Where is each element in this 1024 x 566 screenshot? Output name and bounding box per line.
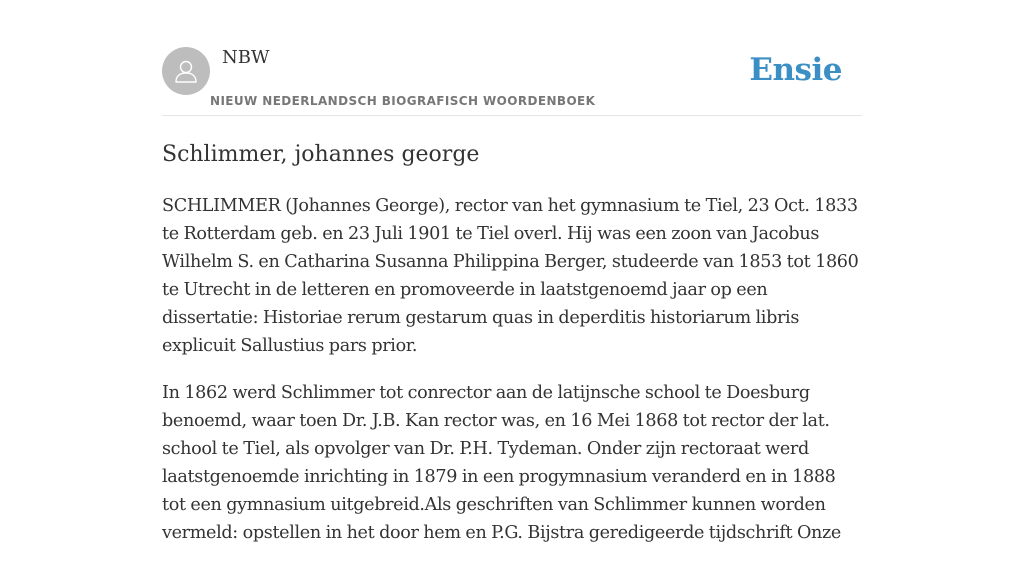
source-subtitle: NIEUW NEDERLANDSCH BIOGRAFISCH WOORDENBOEK: [210, 94, 596, 108]
article-title: Schlimmer, johannes george: [162, 142, 480, 167]
source-name[interactable]: NBW: [222, 47, 270, 68]
article-paragraph: SCHLIMMER (Johannes George), rector van het gymnasium te Tiel, 23 Oct. 1833 te Rotterdam geb. en 23 Juli 1901 te Tiel overl. Hij was een zoon van Jacobus Wilhelm S. en Catharina Susanna Philippina Berger, studeerde van 1853 tot 1860 te Utrecht in de letteren en promoveerde in laatstgenoemd jaar op een dissertatie: Historiae rerum gestarum quas in deperditis historiarum libris explicuit Sallustius pars prior.: [162, 196, 859, 356]
brand-logo[interactable]: Ensie: [749, 52, 842, 88]
article-paragraph: In 1862 werd Schlimmer tot conrector aan de latijnsche school te Doesburg benoemd, waar toen Dr. J.B. Kan rector was, en 16 Mei 1868 tot rector der lat. school te Tiel, als opvolger van Dr. P.H. Tydeman. Onder zijn rectoraat werd laatstgenoemde inrichting in 1879 in een progymnasium veranderd en in 1888 tot een gymnasium uitgebreid.Als geschriften van Schlimmer kunnen worden vermeld: opstellen in het door hem en P.G. Bijstra geredigeerde tijdschrift Onze: [162, 383, 841, 543]
article-body: [162, 192, 862, 566]
user-silhouette-icon: [172, 57, 200, 85]
source-avatar[interactable]: [162, 47, 210, 95]
source-header: [162, 46, 862, 116]
